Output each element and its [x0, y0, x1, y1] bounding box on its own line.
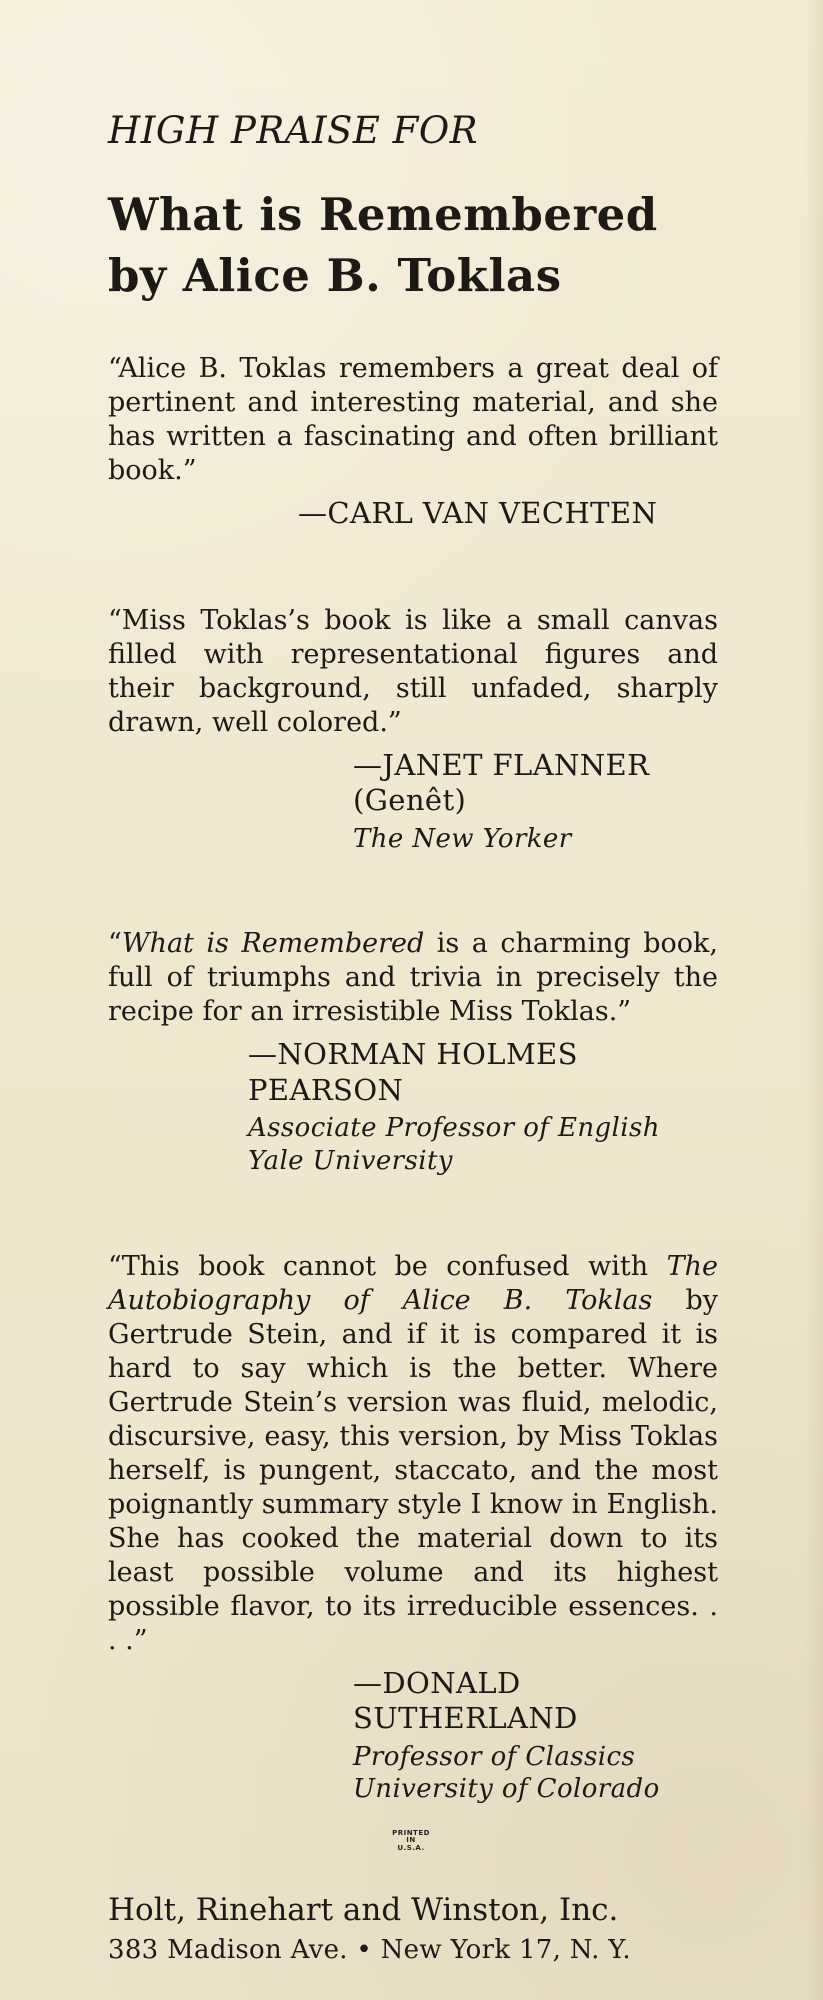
review-author-4: —DONALD SUTHERLAND [353, 1665, 578, 1736]
review-quote-3-title: What is Remembered [121, 928, 425, 960]
header-kicker: HIGH PRAISE FOR [108, 109, 479, 152]
review-role-3-2: Yale University [248, 1145, 453, 1176]
review-author-2: —JANET FLANNER (Genêt) [353, 747, 650, 818]
printed-mark-line-1: PRINTED [392, 1829, 430, 1837]
review-quote-3-start: “ [108, 928, 122, 960]
review-quote-1: “Alice B. Toklas remembers a great deal of pertinent and interesting material, and she has written a fascinating and often brilliant book.” [108, 353, 718, 487]
review-attribution-1 [298, 496, 718, 531]
review-norman-holmes-pearson [108, 927, 718, 1177]
review-author-3: —NORMAN HOLMES PEARSON [248, 1037, 578, 1107]
review-publication-2: The New Yorker [353, 823, 572, 854]
book-title [108, 185, 718, 307]
review-janet-flanner [108, 604, 718, 856]
publisher-name: Holt, Rinehart and Winston, Inc. [108, 1892, 619, 1929]
printed-mark-line-2: IN [406, 1836, 416, 1845]
content-column [108, 109, 718, 1966]
review-role-3-1: Associate Professor of English [248, 1113, 660, 1144]
review-role-4-1: Professor of Classics [353, 1741, 636, 1772]
review-quote-2: “Miss Toklas’s book is like a small canvas filled with representational figures and their background, still unfaded, sharply drawn, well colored.” [108, 604, 718, 738]
review-donald-sutherland [108, 1250, 718, 1806]
review-attribution-4 [353, 1666, 718, 1806]
review-quote-4-start: “This book cannot be confused with [108, 1250, 667, 1282]
printed-mark-line-3: U.S.A. [397, 1843, 425, 1852]
review-attribution-2 [353, 748, 718, 856]
review-quote-3 [108, 927, 718, 1029]
publisher-block [108, 1892, 718, 1966]
review-quote-4-title: The Autobiography of Alice B. Toklas [108, 1250, 718, 1316]
review-quote-3-rest: is a charming book, full of triumphs and trivia in precisely the recipe for an irresistible Miss Toklas.” [108, 928, 718, 1028]
printed-in-usa-mark [382, 1830, 440, 1870]
review-role-4-2: University of Colorado [353, 1774, 660, 1805]
book-title-line-1: What is Remembered [108, 187, 658, 241]
review-quote-4-rest: by Gertrude Stein, and if it is compared it is hard to say which is the better. Where Gertrude Stein’s version was fluid, melodic, discursive, easy, this version, by Miss Toklas herself, is pungent, staccato, and the most poignantly summary style I know in English. She has cooked the material down to its least possible volume and its highest possible flavor, to its irreducible essences. . . .” [108, 1284, 718, 1656]
publisher-address: 383 Madison Ave. • New York 17, N. Y. [108, 1935, 631, 1966]
review-attribution-3 [248, 1037, 718, 1177]
book-title-line-2: by Alice B. Toklas [108, 248, 562, 302]
review-author-1: —CARL VAN VECHTEN [298, 496, 658, 531]
review-carl-van-vechten [108, 352, 718, 531]
review-quote-4 [108, 1250, 718, 1658]
